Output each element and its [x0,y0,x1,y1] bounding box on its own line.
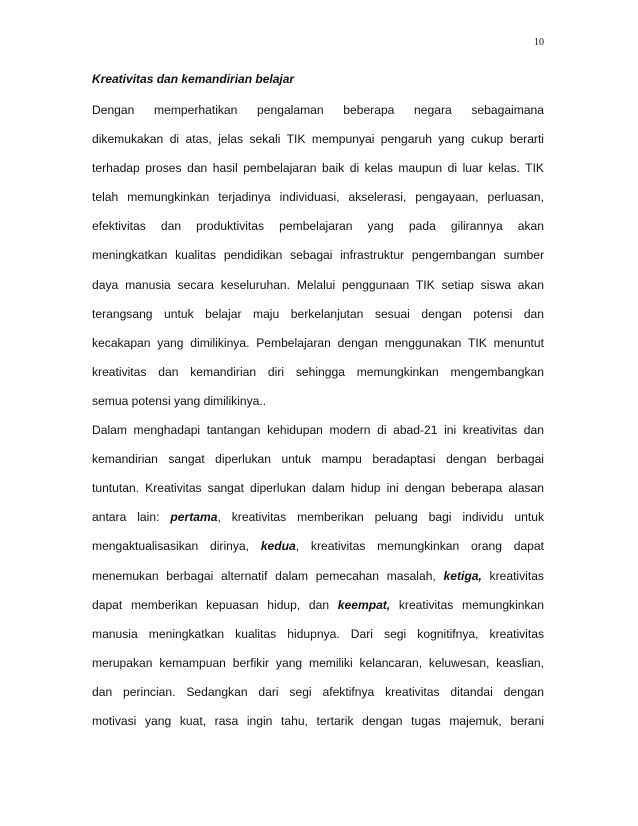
paragraph-line: terangsang untuk belajar maju berkelanjutan sesuai dengan potensi dan [92,306,544,321]
page-number: 10 [534,37,544,48]
paragraph-line: tuntutan. Kreativitas sangat diperlukan dalam hidup ini dengan beberapa alasan [92,481,544,496]
paragraph-line: kemandirian sangat diperlukan untuk mampu beradaptasi dengan berbagai [92,452,544,467]
paragraph-line: motivasi yang kuat, rasa ingin tahu, tertarik dengan tugas majemuk, berani [92,713,544,728]
section-title: Kreativitas dan kemandirian belajar [92,72,295,86]
paragraph-line: Dengan memperhatikan pengalaman beberapa negara sebagaimana [92,103,544,117]
paragraph-line [92,591,544,620]
emphasis-kedua: kedua [260,539,296,554]
paragraph-line: dan perincian. Sedangkan dari segi afektifnya kreativitas ditandai dengan [92,684,544,699]
paragraph-line: kreativitas dan kemandirian diri sehingga memungkinkan mengembangkan [92,364,544,379]
text-segment: mengaktualisasikan dirinya, [92,539,261,554]
text-segment: dapat memberikan kepuasan hidup, dan [92,597,338,612]
paragraph-line: dikemukakan di atas, jelas sekali TIK mempunyai pengaruh yang cukup berarti [92,132,544,147]
paragraph-line: manusia meningkatkan kualitas hidupnya. Dari segi kognitifnya, kreativitas [92,626,544,641]
paragraph-line [92,562,544,591]
paragraph-line: daya manusia secara keseluruhan. Melalui penggunaan TIK setiap siswa akan [92,277,544,292]
emphasis-ketiga: ketiga, [443,568,482,583]
text-segment: , kreativitas memungkinkan orang dapat [295,539,544,554]
text-segment: antara lain: [92,510,171,525]
paragraph-line: Dalam menghadapi tantangan kehidupan modern di abad-21 ini kreativitas dan [92,423,544,438]
paragraph-line: merupakan kemampuan berfikir yang memiliki kelancaran, keluwesan, keaslian, [92,655,544,670]
paragraph-line: telah memungkinkan terjadinya individuasi, akselerasi, pengayaan, perluasan, [92,190,544,205]
text-segment: menemukan berbagai alternatif dalam pemecahan masalah, [92,568,444,583]
emphasis-pertama: pertama [170,510,218,525]
paragraph-2 [92,416,544,736]
paragraph-line: efektivitas dan produktivitas pembelajaran yang pada gilirannya akan [92,219,544,234]
paragraph-line: semua potensi yang dimilikinya.. [92,393,267,408]
text-segment: kreativitas [481,568,544,583]
paragraph-line [92,503,544,532]
paragraph-line [92,532,544,561]
paragraph-1 [92,96,544,416]
text-segment: kreativitas memungkinkan [390,597,544,612]
body-text [92,96,544,736]
emphasis-keempat: keempat, [337,597,391,612]
paragraph-line: meningkatkan kualitas pendidikan sebagai infrastruktur pengembangan sumber [92,248,544,263]
paragraph-line: terhadap proses dan hasil pembelajaran baik di kelas maupun di luar kelas. TIK [92,161,544,176]
paragraph-line: kecakapan yang dimilikinya. Pembelajaran dengan menggunakan TIK menuntut [92,335,544,350]
text-segment: , kreativitas memberikan peluang bagi individu untuk [217,510,544,525]
